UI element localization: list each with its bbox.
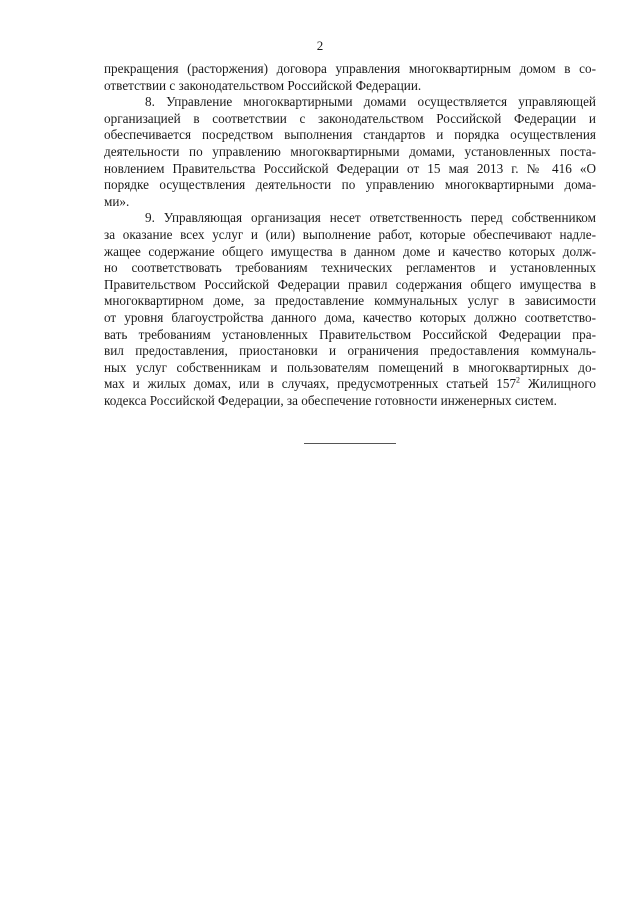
text-fragment: Жилищного	[520, 376, 597, 392]
text-line: обеспечивается посредством выполнения стандартов и порядка осуществления	[104, 127, 596, 143]
text-line: но соответствовать требованиям технических регламентов и установленных	[104, 260, 596, 276]
text-line: многоквартирном доме, за предоставление коммунальных услуг в зависимости	[104, 293, 596, 309]
text-line: от уровня благоустройства данного дома, качество которых должно соответство-	[104, 309, 596, 325]
text-line: Правительством Российской Федерации правил содержания общего имущества в	[104, 276, 596, 292]
text-line: вил предоставления, приостановки и ограничения предоставления коммуналь-	[104, 343, 596, 359]
text-line: ответствии с законодательством Российской Федерации.	[104, 77, 422, 93]
text-line: организацией в соответствии с законодательством Российской Федерации и	[104, 110, 596, 126]
paragraph-continuation	[104, 61, 596, 94]
text-line: новлением Правительства Российской Федерации от 15 мая 2013 г. № 416 «О	[104, 160, 596, 176]
page-number: 2	[316, 38, 324, 53]
text-line: порядке осуществления деятельности по управлению многоквартирными дома-	[104, 177, 596, 193]
text-line: деятельности по управлению многоквартирными домами, установленных поста-	[104, 143, 596, 159]
paragraph-9	[104, 210, 596, 409]
text-line: 8. Управление многоквартирными домами осуществляется управляющей	[145, 94, 596, 110]
text-line: жащее содержание общего имущества в данном доме и качество которых долж-	[104, 243, 596, 259]
text-line: ми».	[104, 193, 130, 209]
text-fragment: мах и жилых домах, или в случаях, предусмотренных статьей 157	[104, 376, 517, 392]
text-line-with-superscript	[104, 376, 596, 393]
text-line: за оказание всех услуг и (или) выполнение работ, которые обеспечивают надле-	[104, 226, 596, 242]
paragraph-8	[104, 94, 596, 210]
text-line: кодекса Российской Федерации, за обеспечение готовности инженерных систем.	[104, 392, 557, 408]
superscript-number: 2	[516, 375, 521, 385]
document-body	[104, 61, 596, 409]
text-line: ных услуг собственникам и пользователям помещений в многоквартирных до-	[104, 359, 596, 375]
text-line: вать требованиям установленных Правительством Российской Федерации пра-	[104, 326, 596, 342]
end-separator-line	[304, 443, 396, 444]
text-line: прекращения (расторжения) договора управления многоквартирным домом в со-	[104, 61, 596, 76]
text-line: 9. Управляющая организация несет ответственность перед собственником	[145, 210, 596, 226]
